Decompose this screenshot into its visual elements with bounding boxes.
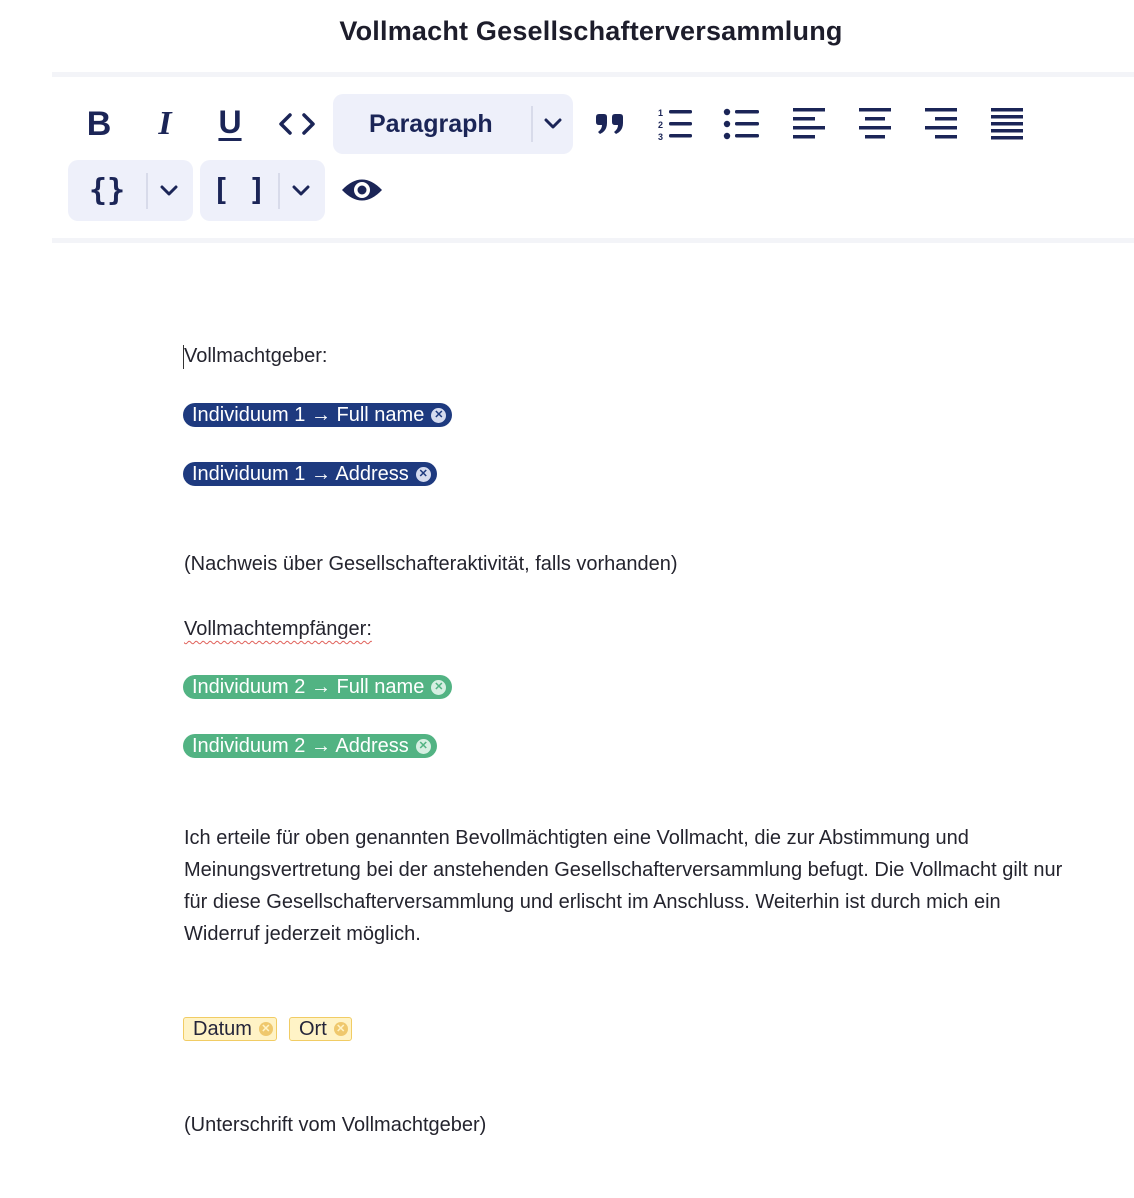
grantee-heading: Vollmachtempfänger: <box>184 618 372 640</box>
remove-chip-icon[interactable]: ✕ <box>416 739 431 754</box>
remove-chip-icon[interactable]: ✕ <box>431 408 446 423</box>
ordered-list-icon <box>656 107 694 141</box>
underline-button[interactable]: U <box>218 103 242 140</box>
brackets-icon: [ ] <box>211 173 267 208</box>
chip-label: Individuum 1 → Full name <box>192 403 425 426</box>
toolbar-top-divider <box>52 72 1134 77</box>
toolbar-bottom-divider <box>52 238 1134 243</box>
align-right-button[interactable] <box>920 104 962 144</box>
date-chip[interactable] <box>183 1017 277 1041</box>
grantor-heading: Vollmachtgeber: <box>184 345 328 367</box>
grantee-address-chip[interactable] <box>183 734 437 758</box>
bullet-list-button[interactable] <box>720 104 762 144</box>
code-button[interactable] <box>276 104 318 144</box>
remove-chip-icon[interactable]: ✕ <box>416 467 431 482</box>
signature-note: (Unterschrift vom Vollmachtgeber) <box>184 1114 487 1136</box>
code-icon <box>278 112 316 136</box>
align-left-icon <box>791 106 827 142</box>
bullet-list-icon <box>722 107 760 141</box>
bold-button[interactable]: B <box>86 104 112 143</box>
grantor-full-name-chip[interactable] <box>183 403 452 427</box>
remove-chip-icon[interactable]: ✕ <box>259 1022 273 1036</box>
remove-chip-icon[interactable]: ✕ <box>431 680 446 695</box>
svg-text:2: 2 <box>658 120 664 130</box>
variables-icon: {} <box>88 173 126 208</box>
align-right-icon <box>923 106 959 142</box>
variables-select[interactable] <box>68 160 193 221</box>
align-center-button[interactable] <box>854 104 896 144</box>
align-center-icon <box>857 106 893 142</box>
align-justify-icon <box>989 106 1025 142</box>
block-type-label: Paragraph <box>369 109 493 138</box>
chip-label: Individuum 2 → Address <box>192 734 409 757</box>
grantee-full-name-chip[interactable] <box>183 675 452 699</box>
ordered-list-button[interactable] <box>654 104 696 144</box>
chip-label: Individuum 1 → Address <box>192 462 409 485</box>
remove-chip-icon[interactable]: ✕ <box>334 1022 348 1036</box>
chevron-down-icon <box>533 118 573 130</box>
brackets-select[interactable] <box>200 160 325 221</box>
block-type-select[interactable] <box>333 94 573 154</box>
chip-label: Ort <box>299 1017 327 1040</box>
quote-icon <box>593 112 627 136</box>
chevron-down-icon <box>280 185 322 197</box>
document-title: Vollmacht Gesellschafterversammlung <box>339 16 843 46</box>
grantor-address-chip[interactable] <box>183 462 437 486</box>
preview-button[interactable] <box>338 170 386 210</box>
svg-text:3: 3 <box>658 132 664 141</box>
chevron-down-icon <box>148 185 190 197</box>
body-paragraph: Ich erteile für oben genannten Bevollmächtigten eine Vollmacht, die zur Abstimmung und Meinungsvertretung bei der anstehenden Gesellschafterversammlung befugt. Die Vollmacht gilt nur für diese Gesellschafterversammlung und erlischt im Anschluss. Weiterhin ist durch mich ein Widerruf jederzeit möglich. <box>184 827 1063 945</box>
chip-label: Datum <box>193 1017 252 1040</box>
proof-note: (Nachweis über Gesellschafteraktivität, falls vorhanden) <box>184 553 678 575</box>
align-justify-button[interactable] <box>986 104 1028 144</box>
place-chip[interactable] <box>289 1017 352 1041</box>
blockquote-button[interactable] <box>590 106 630 142</box>
svg-text:1: 1 <box>658 108 664 118</box>
align-left-button[interactable] <box>788 104 830 144</box>
chip-label: Individuum 2 → Full name <box>192 675 425 698</box>
italic-button[interactable]: I <box>158 105 172 142</box>
eye-icon <box>340 175 384 205</box>
